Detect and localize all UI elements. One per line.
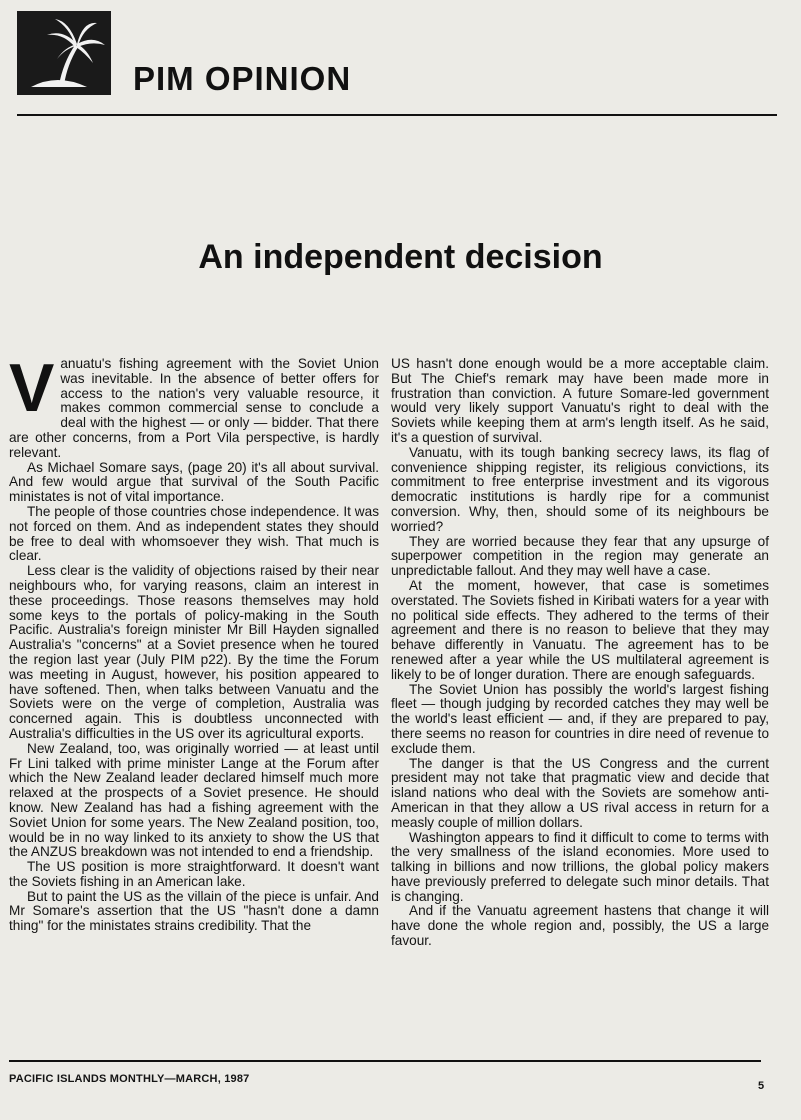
palm-tree-logo: [17, 11, 111, 95]
article-paragraph: The US position is more straightforward. It doesn't want the Soviets fishing in an American lake.: [9, 859, 379, 889]
article-paragraph: As Michael Somare says, (page 20) it's all about survival. And few would argue that survival of the South Pacific ministates is not of vital importance.: [9, 459, 379, 505]
article-headline: An independent decision: [198, 238, 603, 276]
article-paragraph: At the moment, however, that case is sometimes overstated. The Soviets fished in Kiribati waters for a year with no political side effects. They adhered to the terms of their agreement and there is no reason to believe that they may behave differently in Vanuatu. The agreement has to be renewed after a year while the US multilateral agreement is likely to be of longer duration. There are enough safeguards.: [391, 577, 769, 682]
article-paragraph: US hasn't done enough would be a more acceptable claim. But The Chief's remark may have been made more in frustration than conviction. A future Somare-led government would very likely support Vanuatu's right to deal with the Soviets while keeping them at arm's length itself. As he said, it's a question of survival.: [391, 356, 769, 445]
footer-rule: [9, 1060, 761, 1062]
article-paragraph: New Zealand, too, was originally worried — at least until Fr Lini talked with prime minister Lange at the Forum after which the New Zealand leader declared himself much more relaxed at the prospects of a Soviet presence. He should know. New Zealand has had a fishing agreement with the Soviet Union for some years. The New Zealand position, too, would be in no way linked to its anxiety to show the US that the ANZUS breakdown was not intended to end a friendship.: [9, 740, 379, 860]
article-paragraph: They are worried because they fear that any upsurge of superpower competition in the region may generate an unpredictable fallout. And they may well have a case.: [391, 533, 769, 579]
article-paragraph: The people of those countries chose independence. It was not forced on them. And as independent states they should be free to deal with whomsoever they wish. That much is clear.: [9, 503, 379, 564]
article-paragraph: Washington appears to find it difficult to come to terms with the very smallness of the island economies. More used to talking in billions and now trillions, the global policy makers have previously preferred to delegate such minor details. That is changing.: [391, 829, 769, 904]
article-paragraph: Vanuatu, with its tough banking secrecy laws, its flag of convenience shipping register, its religious convictions, its commitment to free enterprise investment and its vigorous democratic institutions is hardly ripe for a communist conversion. Why, then, should some of its neighbours be worried?: [391, 444, 769, 534]
article-paragraph: Vanuatu's fishing agreement with the Soviet Union was inevitable. In the absence of better offers for access to the nation's very valuable resource, it makes common commercial sense to conclude a deal with the highest — or only — bidder. That there are other concerns, from a Port Vila perspective, is hardly relevant.: [9, 350, 379, 460]
article-paragraph: The Soviet Union has possibly the world's largest fishing fleet — though judging by recorded catches they may well be the world's least efficient — and, if they are prepared to pay, there seems no reason for countries in dire need of revenue to exclude them.: [391, 681, 769, 756]
page-number: 5: [758, 1080, 765, 1092]
publication-footer: PACIFIC ISLANDS MONTHLY—MARCH, 1987: [9, 1073, 250, 1085]
article-paragraph: But to paint the US as the villain of the piece is unfair. And Mr Somare's assertion that the US "hasn't done a damn thing" for the ministates strains credibility. That the: [9, 888, 379, 934]
article-paragraph: The danger is that the US Congress and the current president may not take that pragmatic view and decide that island nations who deal with the Soviets are somehow anti-American in that they allow a US rival access in return for a measly couple of million dollars.: [391, 755, 769, 830]
article-column-left: [9, 350, 379, 934]
header-rule: [17, 114, 777, 116]
drop-cap: V: [9, 350, 55, 426]
section-title: PIM OPINION: [133, 60, 352, 97]
article-column-right: [391, 357, 769, 949]
article-paragraph: Less clear is the validity of objections raised by their near neighbours who, for varying reasons, claim an interest in these proceedings. Those reasons themselves may hold some keys to the portals of policy-making in the South Pacific. Australia's foreign minister Mr Bill Hayden signalled Australia's "concerns" at a Soviet presence when he toured the region last year (July PIM p22). By the time the Forum was meeting in August, however, his position appeared to have softened. Then, when talks between Vanuatu and the Soviets were on the verge of completion, Australia was concerned again. This is doubtless unconnected with Australia's difficulties in the US over its agricultural exports.: [9, 563, 379, 741]
article-paragraph: And if the Vanuatu agreement hastens that change it will have done the whole region and, possibly, the US a large favour.: [391, 903, 769, 949]
